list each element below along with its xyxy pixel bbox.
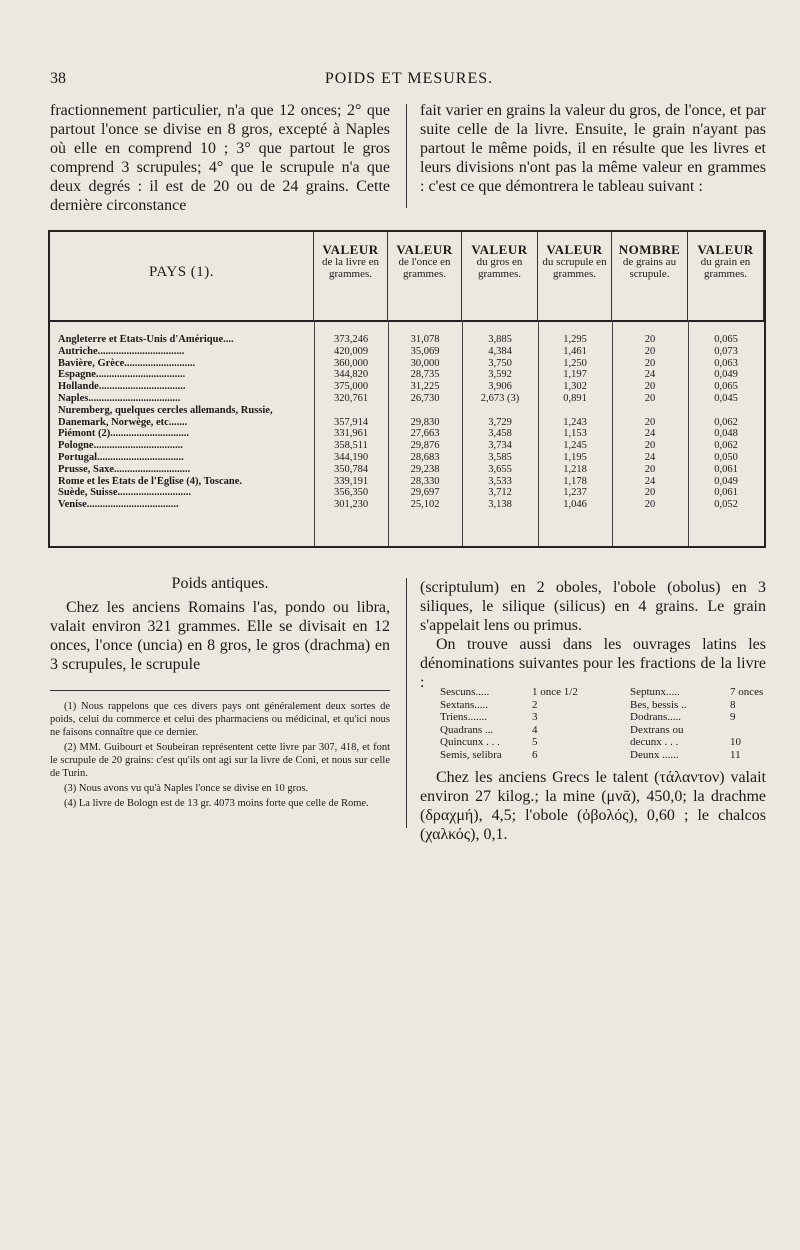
fraction-entry (630, 711, 780, 724)
value-cell: 29,697 (410, 487, 440, 499)
country-cell: Suède, Suisse............................ (58, 487, 192, 499)
fraction-entry (440, 686, 600, 699)
fraction-entry (440, 711, 600, 724)
table-row (50, 428, 764, 440)
value-cell: 1,197 (563, 369, 587, 381)
value-cell: 1,250 (563, 357, 587, 369)
table-row (50, 440, 764, 452)
value-cell: 24 (644, 369, 656, 381)
fraction-entry (630, 686, 780, 699)
value-cell: 320,761 (333, 392, 369, 404)
value-cell: 0,045 (714, 392, 738, 404)
country-cell: Angleterre et États-Unis d'Amérique.... (58, 334, 234, 345)
value-cell: 24 (644, 451, 656, 463)
fraction-value: 8 (730, 698, 736, 711)
value-cell: 30,000 (410, 357, 440, 369)
country-cell: Espagne.................................. (58, 369, 186, 381)
country-cell: Naples................................... (58, 392, 181, 404)
fraction-value: 11 (730, 748, 741, 761)
value-cell: 3,906 (488, 381, 512, 393)
value-cell: 356,350 (333, 487, 369, 499)
column-header-title: PAYS (1). (148, 264, 215, 280)
running-title: POIDS ET MESURES. (324, 70, 494, 87)
fraction-entry (440, 724, 600, 737)
table-row (50, 464, 764, 476)
country-cell: Autriche................................. (58, 345, 185, 357)
fraction-name: Quadrans ... (440, 723, 494, 736)
value-cell: 1,218 (563, 463, 587, 475)
column-header-title: VALEUR (546, 242, 603, 257)
value-cell: 28,735 (410, 369, 440, 381)
column-header-title: NOMBRE (618, 242, 681, 257)
table-row (50, 393, 764, 405)
value-cell: 29,876 (410, 440, 440, 452)
table-column-header (314, 232, 388, 320)
table-column-header (462, 232, 538, 320)
column-divider-top (406, 104, 407, 208)
fraction-name: Septunx..... (630, 686, 680, 698)
fraction-entry (440, 736, 600, 749)
fraction-name: Quincunx . . . (440, 736, 500, 749)
value-cell: 0,052 (714, 499, 738, 511)
value-cell: 26,730 (410, 392, 440, 404)
table-row (50, 452, 764, 464)
column-header-subtitle: du scrupule en grammes. (542, 256, 607, 280)
value-cell: 3,458 (488, 428, 512, 440)
column-header-subtitle: du grain en grammes. (700, 256, 751, 280)
footnotes (50, 700, 390, 812)
value-cell: 20 (644, 357, 656, 369)
table-row (50, 476, 764, 488)
column-header-subtitle: de grains au scrupule. (622, 256, 677, 280)
fractions-left-column (440, 686, 600, 762)
footnote: (1) Nous rappelons que ces divers pays ont généralement deux sortes de poids, celui du commerce et celui des pharmaciens ou médicinal, et qu'ici nous ne faisons connaître que ce dernier. (50, 701, 390, 738)
footnote: (4) La livre de Bologn est de 13 gr. 4073 moins forte que celle de Rome. (64, 798, 369, 809)
table-row (50, 369, 764, 381)
value-cell: 301,230 (333, 499, 369, 511)
value-cell: 2,673 (3) (480, 392, 520, 404)
table-column-header (688, 232, 764, 320)
value-cell: 20 (644, 334, 656, 345)
value-cell: 3,533 (488, 475, 512, 487)
table-column-header (538, 232, 612, 320)
value-cell: 1,195 (563, 451, 587, 463)
country-cell: Bavière, Grèce........................... (58, 357, 196, 369)
section-title: Poids antiques. (171, 575, 269, 592)
fraction-value: 2 (532, 698, 538, 711)
value-cell: 3,655 (488, 463, 512, 475)
column-header-title: VALEUR (322, 242, 379, 257)
value-cell: 3,585 (488, 451, 512, 463)
value-cell: 20 (644, 392, 656, 404)
value-cell: 1,302 (563, 381, 587, 393)
table-column-header (388, 232, 462, 320)
value-cell: 20 (644, 381, 656, 393)
value-cell: 3,734 (488, 440, 512, 452)
value-cell: 420,009 (333, 345, 369, 357)
value-cell: 339,191 (333, 475, 369, 487)
weights-table (48, 230, 766, 548)
value-cell: 331,961 (333, 428, 369, 440)
value-cell: 28,683 (410, 451, 440, 463)
value-cell: 3,885 (488, 334, 512, 345)
fraction-value: 9 (730, 711, 736, 724)
country-cell: Prusse, Saxe............................. (58, 463, 191, 475)
value-cell: 0,048 (714, 428, 738, 440)
page-header (50, 70, 768, 92)
value-cell: 35,069 (410, 345, 440, 357)
value-cell: 20 (644, 416, 656, 428)
value-cell: 28,330 (410, 475, 440, 487)
fraction-name: Deunx ...... (630, 748, 679, 761)
value-cell: 373,246 (333, 334, 369, 345)
fraction-value: 10 (730, 736, 741, 749)
table-row (50, 405, 764, 429)
value-cell: 29,830 (410, 416, 440, 428)
value-cell: 0,073 (714, 345, 738, 357)
country-cell: Rome et les États de l'Église (4), Toscane. (58, 475, 243, 487)
value-cell: 0,061 (714, 463, 738, 475)
value-cell: 357,914 (333, 416, 369, 428)
column-header-title: VALEUR (697, 242, 754, 257)
value-cell: 31,225 (410, 381, 440, 393)
country-cell: Nuremberg, quelques cercles allemands, Russie, Danemark, Norwège, etc....... (58, 404, 273, 428)
value-cell: 20 (644, 440, 656, 452)
fraction-name: Dodrans..... (630, 711, 682, 724)
top-right-paragraph: fait varier en grains la valeur du gros, de l'once, et par suite celle de la livre. Ensuite, le grain n'ayant pas partout le même poids, il en résulte que les livres et leurs divisions n'ont pas la même valeur en grammes : c'est ce que démontrera le tableau suivant : (420, 102, 766, 195)
fraction-entry (440, 699, 600, 712)
fraction-name: decunx . . . (630, 736, 679, 749)
value-cell: 24 (644, 475, 656, 487)
value-cell: 25,102 (410, 499, 440, 511)
footnote: (3) Nous avons vu qu'à Naples l'once se divise en 10 gros. (64, 783, 309, 794)
value-cell: 20 (644, 499, 656, 511)
value-cell: 1,245 (563, 440, 587, 452)
value-cell: 3,138 (488, 499, 512, 511)
footnote: (2) MM. Guibourt et Soubeiran représentent cette livre par 307, 418, et font le scrupule de 20 grains: c'est qu'ils ont agi sur la livre de Coni, et nous sur celle de Turin. (50, 742, 390, 779)
value-cell: 3,729 (488, 416, 512, 428)
fraction-value: 7 onces (730, 686, 764, 698)
table-column-rule (688, 320, 689, 546)
top-left-paragraph: fractionnement particulier, n'a que 12 onces; 2° que partout l'once se divise en 8 gros, excepté à Naples où elle en comprend 10 ; 3° que partout le gros comprend 3 scrupules; 4° que le scrupule n'a que deux degrés : il est de 20 ou de 24 grains. Cette dernière circonstance (50, 102, 390, 214)
table-row (50, 381, 764, 393)
bottom-left-paragraph: Chez les anciens Romains l'as, pondo ou libra, valait environ 321 grammes. Elle se divisait en 12 onces, l'once (uncia) en 8 gros, le gros (drachma) en 3 scrupules, le scrupule (50, 599, 390, 673)
table-column-rule (314, 320, 315, 546)
value-cell: 0,049 (714, 369, 738, 381)
table-column-rule (538, 320, 539, 546)
value-cell: 1,461 (563, 345, 587, 357)
value-cell: 4,384 (488, 345, 512, 357)
value-cell: 3,750 (488, 357, 512, 369)
fraction-name: Triens....... (440, 711, 487, 724)
column-header-title: VALEUR (471, 242, 528, 257)
value-cell: 1,295 (563, 334, 587, 345)
table-body (50, 334, 764, 511)
table-column-rule (612, 320, 613, 546)
fraction-value: 3 (532, 711, 538, 724)
fraction-name: Sescuns..... (440, 686, 490, 698)
value-cell: 1,178 (563, 475, 587, 487)
value-cell: 344,190 (333, 451, 369, 463)
country-cell: Venise................................... (58, 499, 179, 511)
footnote-rule (50, 690, 390, 691)
value-cell: 358,511 (334, 440, 368, 452)
column-divider-bottom (406, 578, 407, 828)
fraction-name: Semis, selibra (440, 748, 502, 761)
column-header-title: VALEUR (396, 242, 453, 257)
fraction-entry (440, 749, 600, 762)
value-cell: 0,049 (714, 475, 738, 487)
value-cell: 20 (644, 345, 656, 357)
value-cell: 0,062 (714, 416, 738, 428)
country-cell: Portugal................................. (58, 451, 184, 463)
table-column-header (50, 232, 314, 320)
value-cell: 0,061 (714, 487, 738, 499)
fraction-entry (630, 724, 780, 737)
value-cell: 20 (644, 487, 656, 499)
column-header-subtitle: de l'once en grammes. (398, 256, 451, 280)
value-cell: 29,238 (410, 463, 440, 475)
value-cell: 24 (644, 428, 656, 440)
fraction-entry (630, 699, 780, 712)
table-header-rule (50, 320, 764, 322)
table-column-rule (462, 320, 463, 546)
column-header-subtitle: du gros en grammes. (476, 256, 523, 280)
value-cell: 1,237 (563, 487, 587, 499)
country-cell: Hollande................................. (58, 381, 186, 393)
fraction-name: Bes, bessis .. (630, 698, 687, 711)
value-cell: 0,062 (714, 440, 738, 452)
fractions-right-column (630, 686, 780, 762)
fraction-entry (630, 736, 780, 749)
table-row (50, 346, 764, 358)
fraction-entry (630, 749, 780, 762)
column-header-subtitle: de la livre en grammes. (321, 256, 380, 280)
value-cell: 0,063 (714, 357, 738, 369)
table-column-rule (388, 320, 389, 546)
table-row (50, 334, 764, 346)
value-cell: 344,820 (333, 369, 369, 381)
table-column-header (612, 232, 688, 320)
table-row (50, 499, 764, 511)
page-number: 38 (50, 70, 66, 87)
value-cell: 1,243 (563, 416, 587, 428)
value-cell: 1,153 (563, 428, 587, 440)
value-cell: 350,784 (333, 463, 369, 475)
fraction-name: Sextans..... (440, 698, 488, 711)
bottom-right-paragraph-2: Chez les anciens Grecs le talent (τάλαντον) valait environ 27 kilog.; la mine (μνᾶ), 450,0; la drachme (δραχμή), 4,5; l'obole (ὀβολός), 0,60 ; le chalcos (χαλκός), 0,1. (420, 769, 766, 843)
value-cell: 0,050 (714, 451, 738, 463)
value-cell: 3,712 (488, 487, 512, 499)
value-cell: 3,592 (488, 369, 512, 381)
value-cell: 0,065 (714, 334, 738, 345)
value-cell: 1,046 (563, 499, 587, 511)
value-cell: 375,000 (333, 381, 369, 393)
value-cell: 0,891 (563, 392, 587, 404)
bottom-right-paragraph-1: (scriptulum) en 2 oboles, l'obole (obolus) en 3 siliques, le silique (silicus) en 4 grains. Le grain s'appelait lens ou primus. On trouve aussi dans les ouvrages latins les dénominations suivantes pour les fractions de la livre : (420, 579, 766, 691)
fraction-value: 5 (532, 736, 538, 749)
value-cell: 360,000 (333, 357, 369, 369)
fraction-name: Dextrans ou (630, 723, 684, 736)
value-cell: 31,078 (410, 334, 440, 345)
value-cell: 0,065 (714, 381, 738, 393)
value-cell: 20 (644, 463, 656, 475)
fraction-value: 4 (532, 723, 538, 736)
value-cell: 27,663 (410, 428, 440, 440)
table-row (50, 358, 764, 370)
table-row (50, 487, 764, 499)
fraction-value: 6 (532, 748, 538, 761)
country-cell: Piémont (2).............................. (58, 428, 189, 440)
fraction-value: 1 once 1/2 (532, 686, 578, 698)
country-cell: Pologne.................................. (58, 440, 183, 452)
